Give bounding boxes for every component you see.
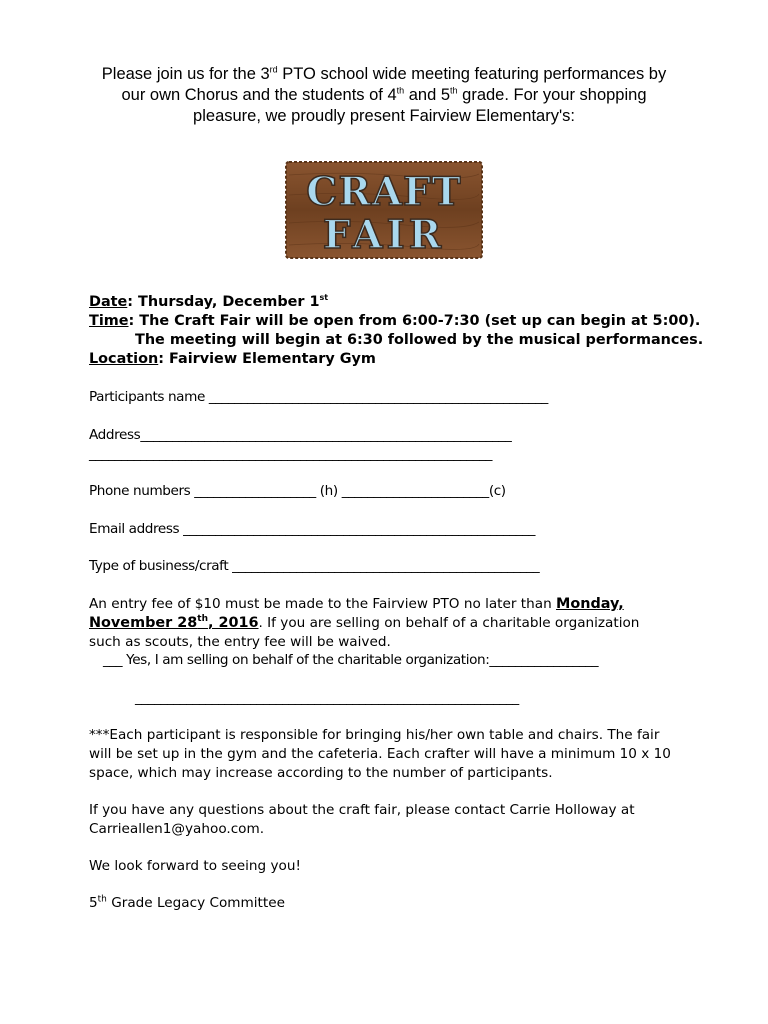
invitation-text [60,64,708,127]
craft-fair-logo [285,161,483,259]
signature-line: 5th Grade Legacy Committee [89,894,285,911]
business-type-field[interactable]: Type of business/craft ________________________________________________ [89,558,540,574]
date-line: Date: Thursday, December 1st [89,293,329,310]
charity-checkbox-line[interactable]: ___ Yes, I am selling on behalf of the charitable organization:_________________ [103,652,599,668]
address-field-line-2[interactable]: _______________________________________________________________ [89,446,493,462]
time-line: Time: The Craft Fair will be open from 6:00-7:30 (set up can begin at 5:00). [89,313,701,329]
event-details [89,293,709,369]
fee-deadline: Monday, November 28th, 2016 [89,596,624,631]
email-address-field[interactable]: Email address _______________________________________________________ [89,521,535,537]
intro-line-3: pleasure, we proudly present Fairview Elementary's: [193,107,575,125]
entry-fee-paragraph: An entry fee of $10 must be made to the Fairview PTO no later than Monday, November 28th, 2016. If you are selling on behalf of a charitable organization such as scouts, the entry fee will be waived. [89,596,640,650]
closing-line: We look forward to seeing you! [89,858,301,874]
participant-name-field[interactable]: Participants name _____________________________________________________ [89,389,548,405]
intro-line-1: Please join us for the 3rd PTO school wide meeting featuring performances by [101,64,667,83]
meeting-line: The meeting will begin at 6:30 followed by the musical performances. [135,332,704,348]
logo-text-fair: FAIR [322,212,446,258]
location-line: Location: Fairview Elementary Gym [89,351,376,367]
intro-line-2: our own Chorus and the students of 4th and 5th grade. For your shopping [121,85,647,104]
address-field[interactable]: Address__________________________________________________________ [89,427,512,443]
tables-notice: ***Each participant is responsible for bringing his/her own table and chairs. The fair will be set up in the gym and the cafeteria. Each crafter will have a minimum 10 x 10 space, which may increase according to the number of participants. [89,727,671,781]
charity-name-blank[interactable]: ____________________________________________________________ [135,690,519,706]
logo-text-craft: CRAFT [306,169,462,215]
phone-numbers-field[interactable]: Phone numbers ___________________ (h) _______________________(c) [89,483,506,499]
questions-notice: If you have any questions about the craft fair, please contact Carrie Holloway at Carrieallen1@yahoo.com. [89,802,635,837]
